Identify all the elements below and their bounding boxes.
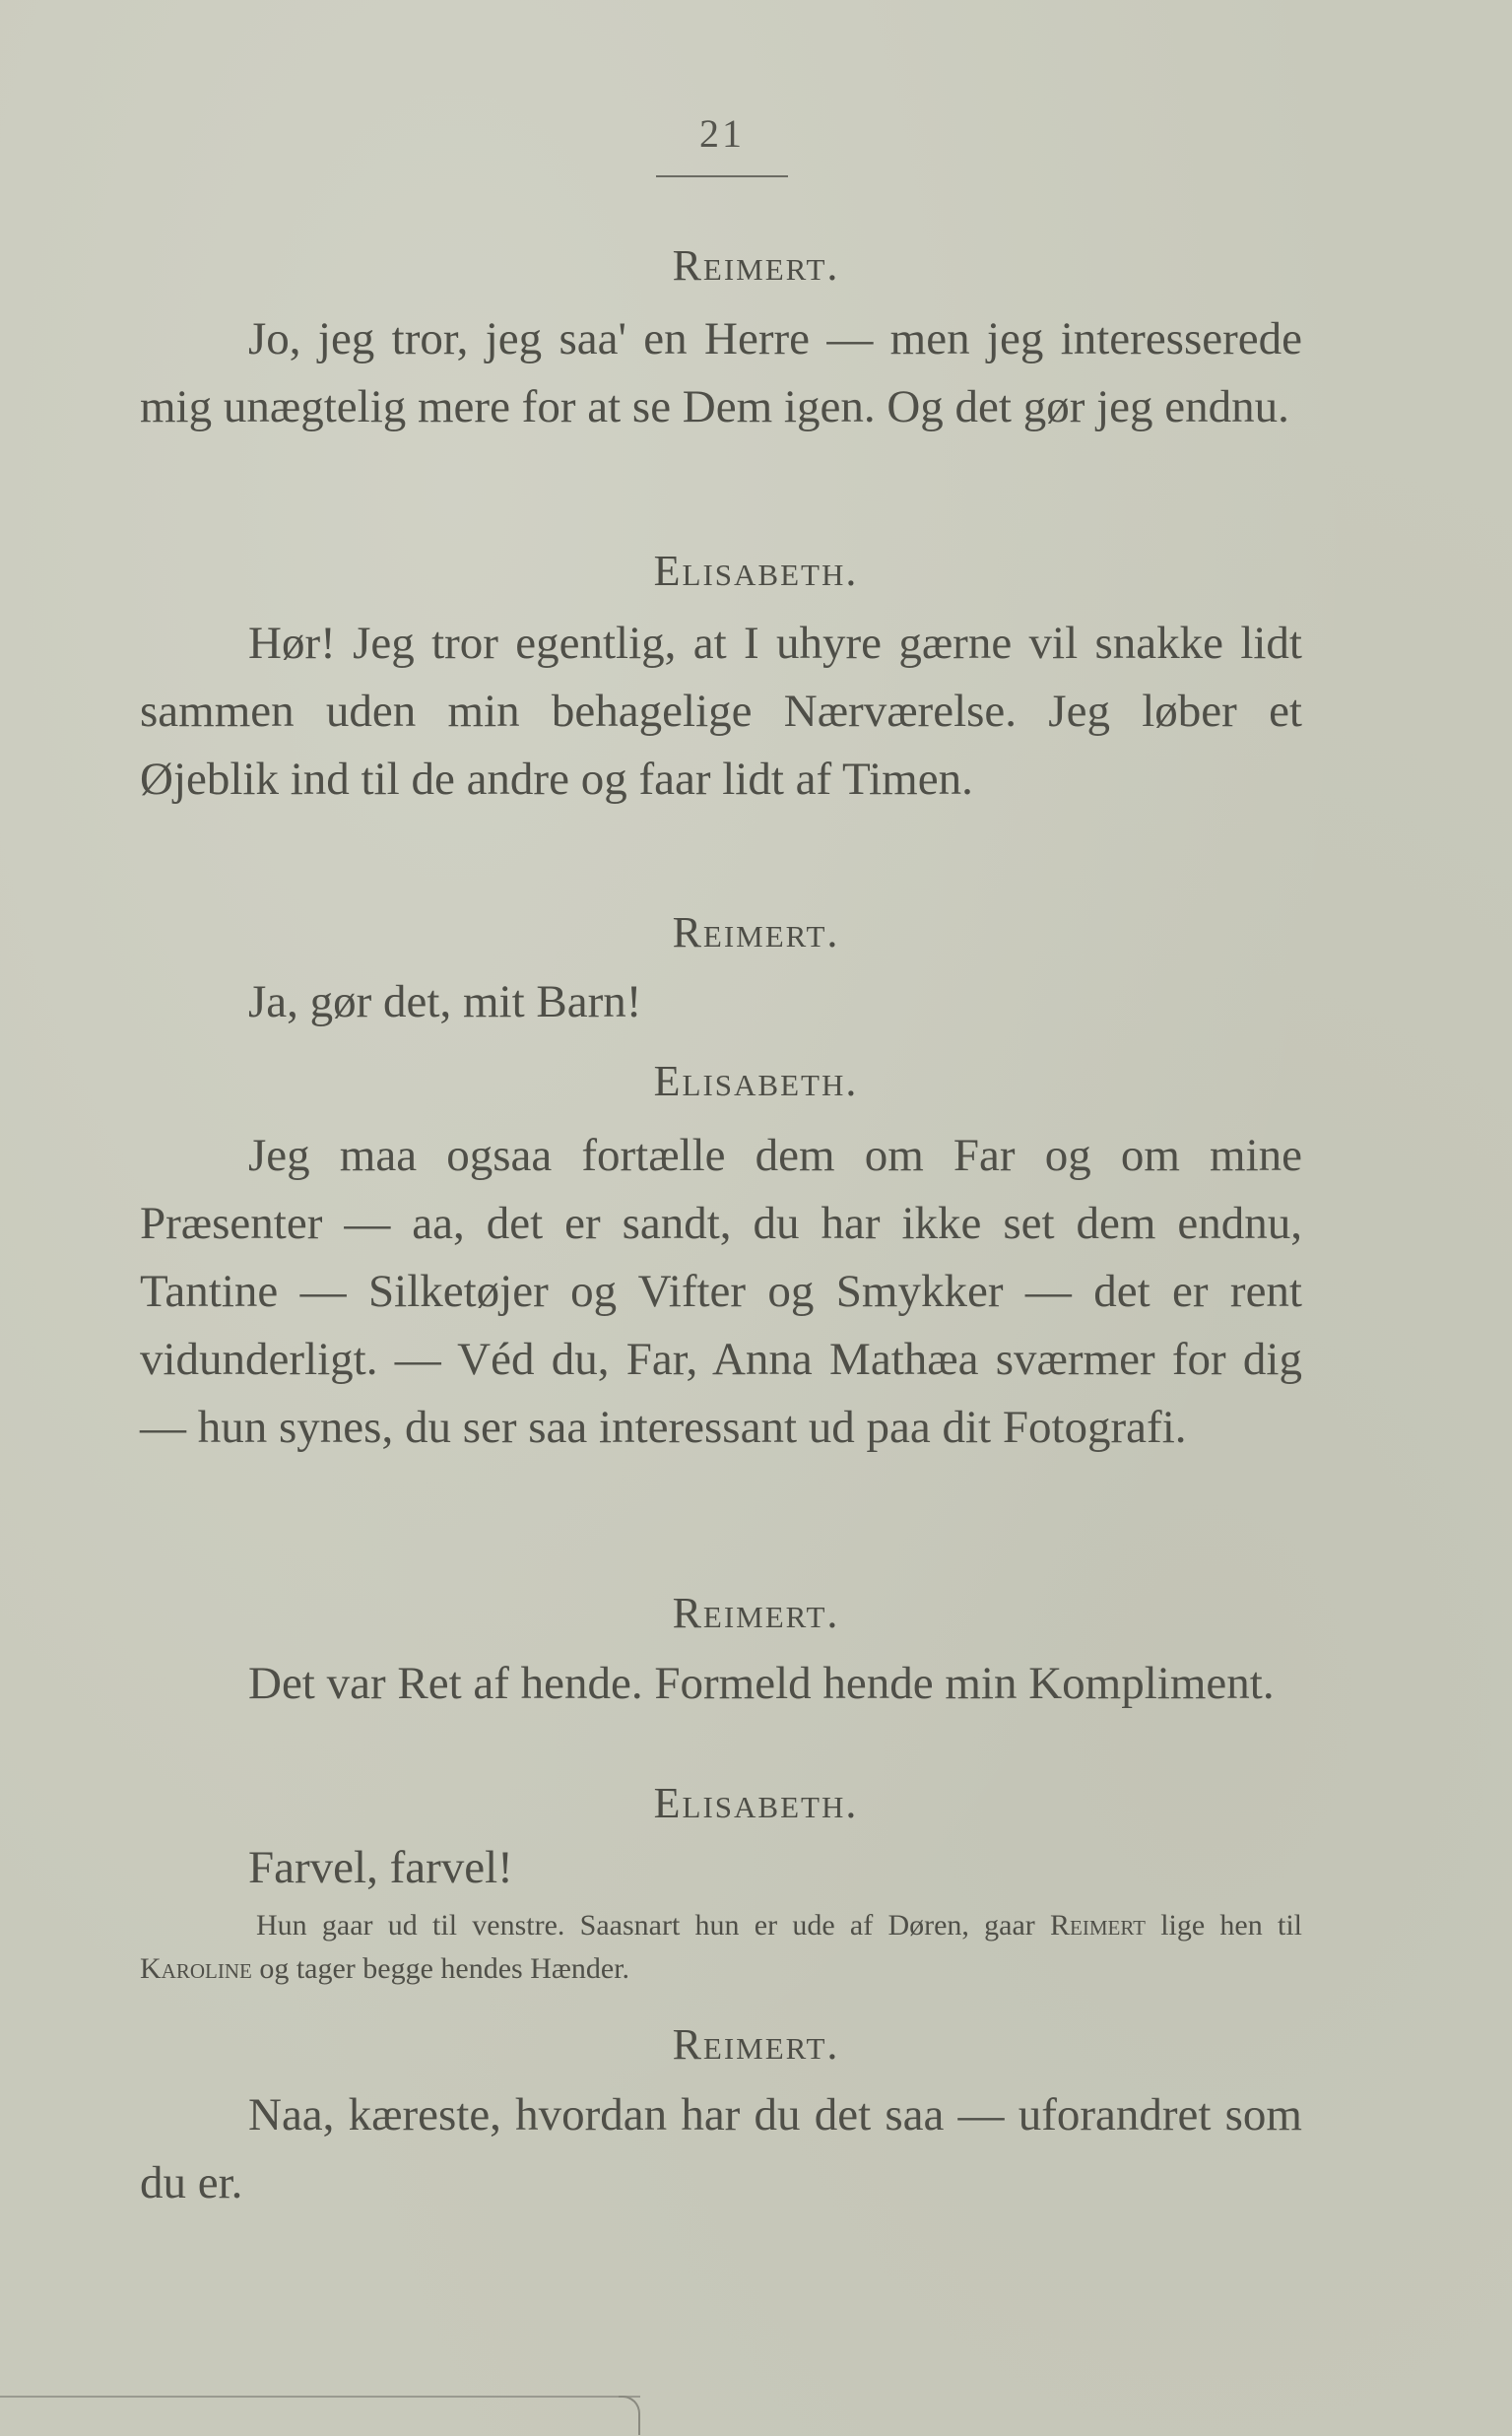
stage-character-name: Karoline: [140, 1952, 252, 1985]
stage-text: og tager begge hendes Hænder.: [251, 1952, 630, 1985]
dialogue-paragraph: [140, 1122, 1302, 1462]
binding-hook: [619, 2396, 640, 2435]
page-number-rule: [656, 175, 788, 177]
page-number: 21: [699, 111, 745, 156]
speaker-name: [0, 1778, 1512, 1828]
dialogue-paragraph: [140, 1834, 1302, 1902]
dialogue-text: Farvel, farvel!: [248, 1842, 513, 1893]
dialogue-paragraph: [140, 968, 1302, 1036]
speaker-label: Elisabeth.: [653, 1779, 859, 1827]
speaker-name: [0, 546, 1512, 596]
dialogue-paragraph: [140, 1650, 1302, 1718]
stage-character-name: Reimert: [1050, 1909, 1146, 1942]
speaker-name: [0, 240, 1512, 291]
stage-text: lige hen til: [1145, 1909, 1302, 1942]
dialogue-paragraph: [140, 305, 1302, 441]
speaker-name: [0, 1588, 1512, 1638]
speaker-name: [0, 907, 1512, 957]
dialogue-text: Hør! Jeg tror egentlig, at I uhyre gærne vil snakke lidt sammen uden min behagelige Nærværelse. Jeg løber et Øjeblik ind til de andre og faar lidt af Timen.: [140, 618, 1302, 805]
speaker-label: Reimert.: [672, 908, 840, 956]
speaker-label: Elisabeth.: [653, 547, 859, 595]
speaker-label: Reimert.: [672, 241, 840, 290]
speaker-label: Reimert.: [672, 2020, 840, 2069]
dialogue-text: Jo, jeg tror, jeg saa' en Herre — men jeg interesserede mig unægtelig mere for at se Dem igen. Og det gør jeg endnu.: [140, 313, 1302, 432]
stage-direction: [140, 1904, 1302, 1991]
speaker-name: [0, 2019, 1512, 2070]
dialogue-text: Det var Ret af hende. Formeld hende min Kompliment.: [248, 1658, 1275, 1709]
dialogue-paragraph: [140, 610, 1302, 814]
speaker-name: [0, 1056, 1512, 1106]
dialogue-text: Jeg maa ogsaa fortælle dem om Far og om mine Præsenter — aa, det er sandt, du har ikke set dem endnu, Tantine — Silketøjer og Vifter og Smykker — det er rent vidunderligt. — Véd du, Far, Anna Mathæa sværmer for dig — hun synes, du ser saa interessant ud paa dit Fotografi.: [140, 1130, 1302, 1453]
dialogue-text: Naa, kæreste, hvordan har du det saa — uforandret som du er.: [140, 2089, 1302, 2208]
speaker-label: Reimert.: [672, 1589, 840, 1637]
stage-text: Hun gaar ud til venstre. Saasnart hun er ude af Døren, gaar: [256, 1909, 1051, 1942]
binding-mark: [0, 2396, 640, 2398]
speaker-label: Elisabeth.: [653, 1057, 859, 1105]
dialogue-paragraph: [140, 2081, 1302, 2217]
dialogue-text: Ja, gør det, mit Barn!: [248, 976, 642, 1027]
